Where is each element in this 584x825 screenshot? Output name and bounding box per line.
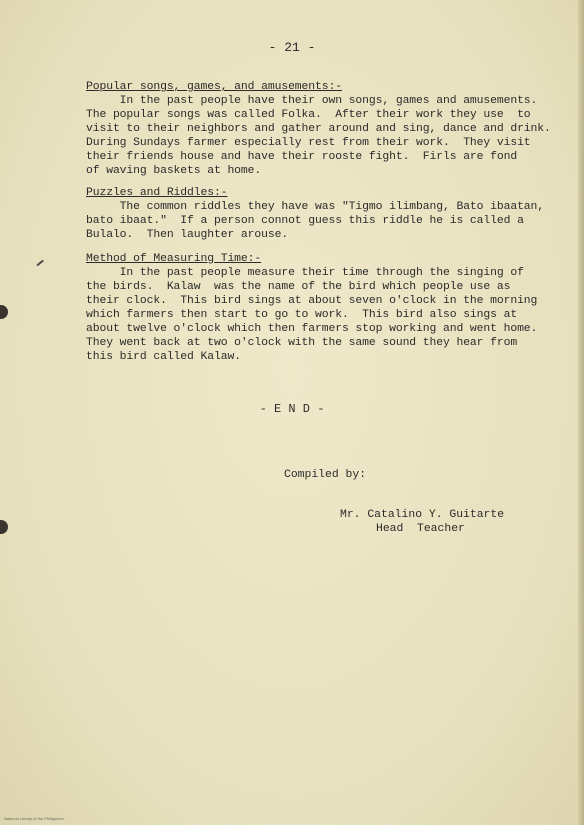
compiled-by-label: Compiled by:: [284, 469, 367, 481]
end-mark: - E N D -: [259, 402, 325, 416]
archive-footer: National Library of the Philippines: [4, 816, 64, 821]
paragraph-line: In the past people have their own songs, games and amusements.: [86, 95, 538, 107]
paragraph-line: the birds. Kalaw was the name of the bird which people use as: [86, 281, 511, 293]
section-heading: Popular songs, games, and amusements:-: [86, 81, 342, 93]
paragraph-line: bato ibaat." If a person connot guess this riddle he is called a: [86, 215, 524, 227]
paragraph-line: their clock. This bird sings at about seven o'clock in the morning: [86, 295, 538, 307]
page-number: - 21 -: [268, 40, 316, 55]
paragraph-line: In the past people measure their time through the singing of: [86, 267, 524, 279]
paragraph-line: about twelve o'clock which then farmers stop working and went home.: [86, 323, 538, 335]
compiler-title: Head Teacher: [376, 523, 465, 535]
paragraph-line: They went back at two o'clock with the same sound they hear from: [86, 337, 518, 349]
section-heading: Puzzles and Riddles:-: [86, 187, 228, 199]
paragraph-line: visit to their neighbors and gather around and sing, dance and drink.: [86, 123, 551, 135]
paragraph-line: Bulalo. Then laughter arouse.: [86, 229, 289, 241]
paragraph-line: During Sundays farmer especially rest from their work. They visit: [86, 137, 531, 149]
paragraph-line: which farmers then start to go to work. This bird also sings at: [86, 309, 518, 321]
paragraph-line: The popular songs was called Folka. After their work they use to: [86, 109, 531, 121]
paragraph-line: their friends house and have their rooste fight. Firls are fond: [86, 151, 518, 163]
signature-block: [340, 508, 504, 536]
paragraph-line: of waving baskets at home.: [86, 165, 262, 177]
compiler-name: Mr. Catalino Y. Guitarte: [340, 509, 505, 521]
paragraph-line: this bird called Kalaw.: [86, 351, 241, 363]
section-heading: Method of Measuring Time:-: [86, 253, 262, 265]
paragraph-line: The common riddles they have was "Tigmo ilimbang, Bato ibaatan,: [86, 201, 545, 213]
